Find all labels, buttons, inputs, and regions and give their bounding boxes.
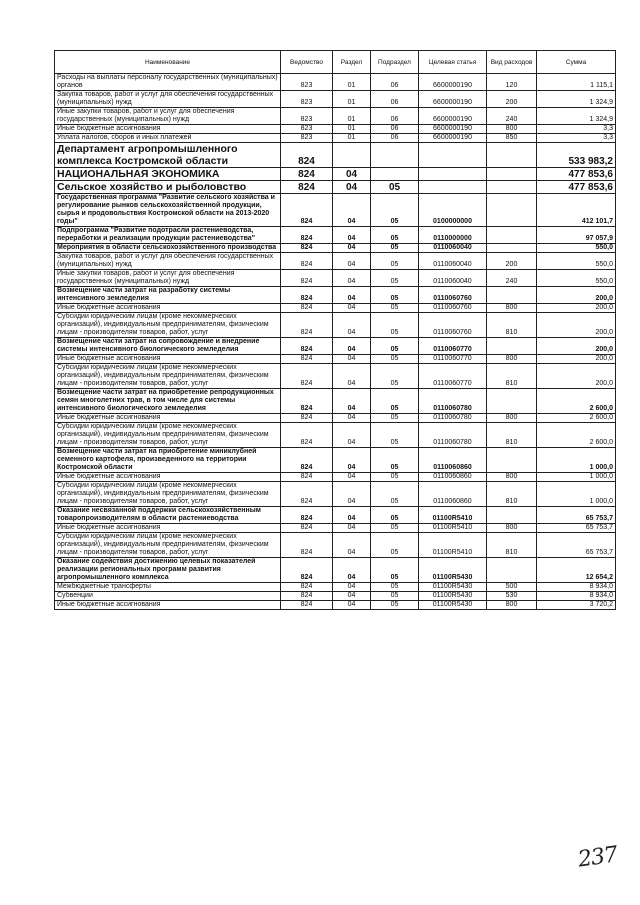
header-expense-type: Вид расходов [487,51,537,74]
cell-sum: 550,0 [537,270,616,287]
cell-section: 01 [333,134,371,143]
header-target-article: Целевая статья [419,51,487,74]
table-row [55,473,616,482]
cell-sum: 97 057,9 [537,227,616,244]
cell-sum: 1 115,1 [537,74,616,91]
table-row [55,601,616,610]
budget-table [54,50,616,610]
cell-subsection: 05 [371,364,419,389]
table-header-row [55,51,616,74]
table-row [55,244,616,253]
cell-sum: 3,3 [537,125,616,134]
cell-target-article: 01100R5410 [419,524,487,533]
cell-subsection: 05 [371,533,419,558]
table-row [55,482,616,507]
cell-name: Иные закупки товаров, работ и услуг для обеспечения государственных (муниципальных) нужд [55,108,281,125]
cell-target-article: 0110060860 [419,482,487,507]
cell-section: 04 [333,507,371,524]
cell-section: 04 [333,592,371,601]
cell-department: 823 [281,74,333,91]
cell-subsection: 05 [371,592,419,601]
cell-expense-type: 530 [487,592,537,601]
cell-expense-type [487,389,537,414]
cell-subsection: 05 [371,244,419,253]
cell-expense-type [487,448,537,473]
cell-name: Субвенции [55,592,281,601]
cell-sum: 200,0 [537,364,616,389]
cell-target-article: 0110060780 [419,389,487,414]
cell-target-article: 0110060770 [419,364,487,389]
cell-expense-type: 800 [487,355,537,364]
cell-section: 04 [333,482,371,507]
cell-subsection: 05 [371,181,419,194]
cell-section: 04 [333,364,371,389]
cell-subsection: 06 [371,125,419,134]
cell-expense-type: 810 [487,482,537,507]
cell-section: 04 [333,524,371,533]
cell-section: 04 [333,313,371,338]
cell-expense-type: 800 [487,601,537,610]
cell-department: 824 [281,592,333,601]
cell-department: 824 [281,313,333,338]
cell-section: 04 [333,583,371,592]
table-row [55,338,616,355]
cell-name: Сельское хозяйство и рыболовство [55,181,281,194]
table-row [55,91,616,108]
cell-expense-type: 800 [487,304,537,313]
cell-expense-type [487,194,537,227]
cell-expense-type: 800 [487,125,537,134]
cell-target-article: 0110060040 [419,244,487,253]
table-row [55,134,616,143]
cell-name: Уплата налогов, сборов и иных платежей [55,134,281,143]
cell-name: Иные закупки товаров, работ и услуг для обеспечения государственных (муниципальных) нужд [55,270,281,287]
cell-department: 824 [281,143,333,168]
cell-sum: 1 324,9 [537,91,616,108]
cell-subsection: 05 [371,287,419,304]
cell-target-article: 6600000190 [419,134,487,143]
cell-department: 824 [281,287,333,304]
cell-sum: 200,0 [537,313,616,338]
cell-department: 824 [281,244,333,253]
cell-section: 04 [333,194,371,227]
header-subsection: Подраздел [371,51,419,74]
cell-sum: 1 000,0 [537,482,616,507]
cell-sum: 412 101,7 [537,194,616,227]
cell-sum: 200,0 [537,304,616,313]
table-row [55,533,616,558]
cell-target-article: 0110060040 [419,270,487,287]
cell-target-article: 6600000190 [419,125,487,134]
table-row [55,143,616,168]
cell-sum: 477 853,6 [537,168,616,181]
cell-expense-type: 240 [487,270,537,287]
cell-section: 04 [333,423,371,448]
cell-section: 04 [333,558,371,583]
table-row [55,355,616,364]
cell-expense-type: 240 [487,108,537,125]
cell-subsection: 06 [371,134,419,143]
cell-section: 04 [333,533,371,558]
cell-department: 824 [281,194,333,227]
cell-name: Департамент агропромышленного комплекса Костромской области [55,143,281,168]
cell-target-article: 0110060860 [419,473,487,482]
cell-name: Субсидии юридическим лицам (кроме некоммерческих организаций), индивидуальным предпринимателям, физическим лицам - производителям товаров, работ, услуг [55,423,281,448]
cell-sum: 1 000,0 [537,448,616,473]
table-row [55,558,616,583]
cell-department: 824 [281,227,333,244]
header-name: Наименование [55,51,281,74]
cell-expense-type: 200 [487,91,537,108]
table-row [55,364,616,389]
cell-subsection: 05 [371,423,419,448]
cell-sum: 200,0 [537,338,616,355]
table-row [55,168,616,181]
cell-section: 04 [333,244,371,253]
cell-target-article: 0110060760 [419,313,487,338]
cell-target-article [419,168,487,181]
cell-target-article: 01100R5410 [419,533,487,558]
cell-sum: 65 753,7 [537,507,616,524]
cell-name: Субсидии юридическим лицам (кроме некоммерческих организаций), индивидуальным предпринимателям, физическим лицам - производителям товаров, работ, услуг [55,533,281,558]
table-row [55,414,616,423]
cell-section: 04 [333,270,371,287]
cell-subsection: 05 [371,482,419,507]
cell-department: 824 [281,524,333,533]
cell-subsection: 05 [371,338,419,355]
cell-subsection: 05 [371,601,419,610]
cell-section: 01 [333,108,371,125]
header-sum: Сумма [537,51,616,74]
cell-expense-type [487,143,537,168]
cell-department: 823 [281,134,333,143]
cell-expense-type: 810 [487,313,537,338]
cell-sum: 200,0 [537,355,616,364]
cell-subsection: 05 [371,583,419,592]
cell-name: Иные бюджетные ассигнования [55,125,281,134]
cell-subsection: 06 [371,74,419,91]
cell-target-article: 01100R5430 [419,592,487,601]
cell-subsection: 05 [371,524,419,533]
cell-subsection: 05 [371,270,419,287]
cell-target-article: 01100R5410 [419,507,487,524]
cell-target-article [419,181,487,194]
cell-name: Оказание содействия достижению целевых показателей реализации региональных программ развития агропромышленного комплекса [55,558,281,583]
cell-name: Иные бюджетные ассигнования [55,601,281,610]
table-row [55,524,616,533]
handwritten-page-number: 237 [576,842,619,873]
cell-department: 824 [281,473,333,482]
cell-subsection: 05 [371,194,419,227]
cell-section [333,143,371,168]
cell-sum: 65 753,7 [537,524,616,533]
cell-department: 824 [281,168,333,181]
cell-department: 824 [281,448,333,473]
cell-target-article: 0110060780 [419,423,487,448]
cell-target-article: 0110060040 [419,253,487,270]
cell-sum: 200,0 [537,287,616,304]
cell-department: 824 [281,304,333,313]
cell-expense-type [487,507,537,524]
cell-department: 824 [281,558,333,583]
cell-section: 04 [333,338,371,355]
cell-expense-type [487,558,537,583]
cell-department: 824 [281,389,333,414]
table-row [55,592,616,601]
cell-section: 04 [333,304,371,313]
cell-department: 823 [281,91,333,108]
table-row [55,423,616,448]
cell-name: Закупка товаров, работ и услуг для обеспечения государственных (муниципальных) нужд [55,253,281,270]
cell-target-article: 0110060860 [419,448,487,473]
cell-department: 824 [281,364,333,389]
cell-department: 824 [281,414,333,423]
cell-expense-type: 800 [487,524,537,533]
cell-section: 04 [333,181,371,194]
cell-subsection: 06 [371,108,419,125]
cell-name: Возмещение части затрат на разработку системы интенсивного земледелия [55,287,281,304]
cell-name: Мероприятия в области сельскохозяйственного производства [55,244,281,253]
cell-department: 824 [281,601,333,610]
table-row [55,270,616,287]
cell-sum: 2 600,0 [537,414,616,423]
cell-name: Возмещение части затрат на приобретение репродукционных семян многолетних трав, в том числе для системы интенсивного биологического земледелия [55,389,281,414]
cell-name: Возмещение части затрат на приобретение миниклубней семенного картофеля, произведенного на территории Костромской области [55,448,281,473]
budget-table-container [54,50,615,610]
cell-sum: 1 000,0 [537,473,616,482]
table-row [55,304,616,313]
cell-section: 04 [333,414,371,423]
cell-name: Субсидии юридическим лицам (кроме некоммерческих организаций), индивидуальным предпринимателям, физическим лицам - производителям товаров, работ, услуг [55,482,281,507]
cell-target-article: 0110060760 [419,304,487,313]
cell-sum: 2 600,0 [537,389,616,414]
cell-name: Иные бюджетные ассигнования [55,414,281,423]
cell-sum: 550,0 [537,253,616,270]
cell-subsection [371,143,419,168]
cell-sum: 8 934,0 [537,592,616,601]
cell-section: 04 [333,287,371,304]
cell-expense-type: 810 [487,364,537,389]
cell-subsection: 06 [371,91,419,108]
cell-name: Иные бюджетные ассигнования [55,304,281,313]
table-row [55,313,616,338]
cell-name: Расходы на выплаты персоналу государственных (муниципальных) органов [55,74,281,91]
header-section: Раздел [333,51,371,74]
cell-target-article: 0110060770 [419,355,487,364]
cell-sum: 8 934,0 [537,583,616,592]
table-row [55,74,616,91]
table-row [55,194,616,227]
table-row [55,253,616,270]
cell-section: 01 [333,74,371,91]
cell-sum: 65 753,7 [537,533,616,558]
cell-expense-type [487,244,537,253]
cell-target-article: 6600000190 [419,91,487,108]
cell-target-article: 01100R5430 [419,583,487,592]
cell-expense-type: 810 [487,533,537,558]
header-department: Ведомство [281,51,333,74]
cell-name: Иные бюджетные ассигнования [55,355,281,364]
cell-expense-type: 810 [487,423,537,448]
cell-name: Оказание несвязанной поддержки сельскохозяйственным товаропроизводителям в области растениеводства [55,507,281,524]
cell-name: Подпрограмма "Развитие подотрасли растениеводства, переработки и реализации продукции растениеводства" [55,227,281,244]
cell-sum: 12 654,2 [537,558,616,583]
cell-subsection: 05 [371,389,419,414]
cell-expense-type: 200 [487,253,537,270]
cell-target-article: 0100000000 [419,194,487,227]
cell-name: Государственная программа "Развитие сельского хозяйства и регулирование рынков сельскохозяйственной продукции, сырья и продовольствия Костромской области на 2013-2020 годы" [55,194,281,227]
cell-section: 04 [333,168,371,181]
cell-subsection: 05 [371,227,419,244]
cell-name: Межбюджетные трансферты [55,583,281,592]
cell-section: 04 [333,253,371,270]
cell-section: 04 [333,448,371,473]
cell-sum: 550,0 [537,244,616,253]
cell-name: Субсидии юридическим лицам (кроме некоммерческих организаций), индивидуальным предпринимателям, физическим лицам - производителям товаров, работ, услуг [55,313,281,338]
cell-department: 824 [281,181,333,194]
cell-sum: 3 720,2 [537,601,616,610]
cell-section: 04 [333,355,371,364]
cell-section: 04 [333,473,371,482]
cell-sum: 1 324,9 [537,108,616,125]
cell-target-article [419,143,487,168]
cell-sum: 477 853,6 [537,181,616,194]
cell-expense-type: 850 [487,134,537,143]
cell-section: 01 [333,125,371,134]
cell-expense-type: 120 [487,74,537,91]
cell-sum: 2 600,0 [537,423,616,448]
cell-subsection: 05 [371,448,419,473]
cell-expense-type [487,181,537,194]
cell-subsection: 05 [371,414,419,423]
cell-department: 824 [281,338,333,355]
cell-department: 824 [281,270,333,287]
table-row [55,507,616,524]
cell-subsection: 05 [371,355,419,364]
cell-subsection: 05 [371,507,419,524]
cell-subsection: 05 [371,313,419,338]
table-row [55,389,616,414]
cell-department: 823 [281,125,333,134]
table-row [55,125,616,134]
cell-department: 824 [281,507,333,524]
cell-target-article: 0110060760 [419,287,487,304]
cell-expense-type [487,338,537,355]
cell-department: 824 [281,253,333,270]
cell-expense-type: 800 [487,414,537,423]
cell-expense-type [487,227,537,244]
cell-target-article: 01100R5430 [419,601,487,610]
cell-section: 04 [333,389,371,414]
cell-target-article: 0110060780 [419,414,487,423]
cell-subsection: 05 [371,558,419,583]
cell-department: 824 [281,423,333,448]
cell-section: 04 [333,601,371,610]
table-row [55,448,616,473]
cell-subsection: 05 [371,304,419,313]
table-row [55,227,616,244]
cell-target-article: 0110000000 [419,227,487,244]
cell-subsection [371,168,419,181]
cell-department: 823 [281,108,333,125]
cell-subsection: 05 [371,253,419,270]
cell-expense-type [487,168,537,181]
cell-section: 01 [333,91,371,108]
cell-name: Иные бюджетные ассигнования [55,524,281,533]
cell-name: НАЦИОНАЛЬНАЯ ЭКОНОМИКА [55,168,281,181]
cell-name: Закупка товаров, работ и услуг для обеспечения государственных (муниципальных) нужд [55,91,281,108]
cell-department: 824 [281,482,333,507]
cell-department: 824 [281,533,333,558]
table-row [55,287,616,304]
cell-subsection: 05 [371,473,419,482]
cell-department: 824 [281,583,333,592]
cell-name: Возмещение части затрат на сопровождение и внедрение системы интенсивного биологического земледелия [55,338,281,355]
cell-section: 04 [333,227,371,244]
cell-sum: 3,3 [537,134,616,143]
cell-target-article: 0110060770 [419,338,487,355]
cell-expense-type: 800 [487,473,537,482]
cell-target-article: 6600000190 [419,108,487,125]
cell-sum: 533 983,2 [537,143,616,168]
cell-expense-type: 500 [487,583,537,592]
cell-name: Иные бюджетные ассигнования [55,473,281,482]
cell-department: 824 [281,355,333,364]
cell-expense-type [487,287,537,304]
cell-name: Субсидии юридическим лицам (кроме некоммерческих организаций), индивидуальным предпринимателям, физическим лицам - производителям товаров, работ, услуг [55,364,281,389]
cell-target-article: 01100R5430 [419,558,487,583]
table-row [55,583,616,592]
table-row [55,181,616,194]
cell-target-article: 6600000190 [419,74,487,91]
table-body [55,74,616,610]
table-row [55,108,616,125]
